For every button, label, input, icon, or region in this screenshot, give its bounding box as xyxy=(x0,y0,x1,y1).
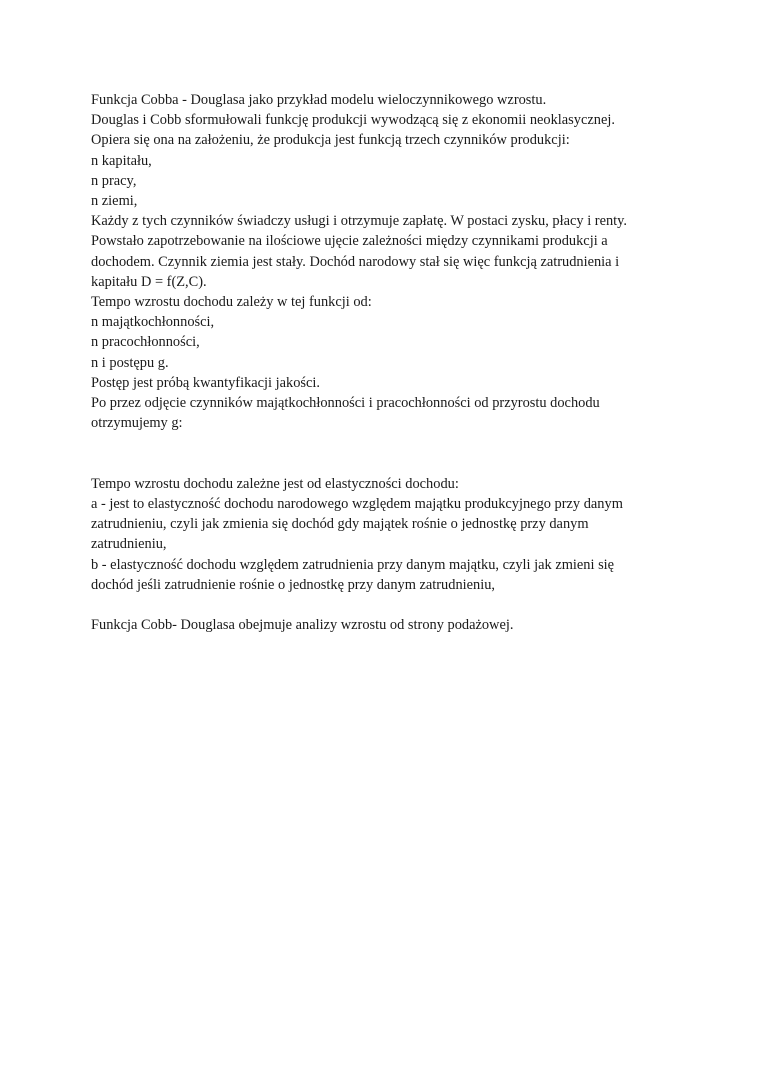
text-line: Po przez odjęcie czynników majątkochłonności i pracochłonności od przyrostu dochodu xyxy=(91,395,600,412)
text-line: dochód jeśli zatrudnienie rośnie o jednostkę przy danym zatrudnieniu, xyxy=(91,576,496,593)
intro-block xyxy=(91,90,691,433)
text-line: Tempo wzrostu dochodu zależne jest od elastyczności dochodu: xyxy=(91,475,459,492)
text-line: Każdy z tych czynników świadczy usługi i otrzymuje zapłatę. W postaci zysku, płacy i renty. xyxy=(91,213,628,230)
list-item-land: n ziemi, xyxy=(91,193,138,210)
doc-title-line: Funkcja Cobba - Douglasa jako przykład modelu wieloczynnikowego wzrostu. xyxy=(91,92,547,108)
blank-line xyxy=(91,595,691,615)
text-line: otrzymujemy g: xyxy=(91,415,183,432)
list-item-capital-intensity: n majątkochłonności, xyxy=(91,314,215,331)
list-item-labor: n pracy, xyxy=(91,172,137,189)
list-item-labor-intensity: n pracochłonności, xyxy=(91,334,200,351)
text-line: Tempo wzrostu dochodu zależy w tej funkcji od: xyxy=(91,294,372,311)
text-line: a - jest to elastyczność dochodu narodowego względem majątku produkcyjnego przy danym xyxy=(91,496,623,513)
conclusion-block xyxy=(91,615,691,635)
text-line: dochodem. Czynnik ziemia jest stały. Dochód narodowy stał się więc funkcją zatrudnienia i xyxy=(91,253,620,270)
text-line: Postęp jest próbą kwantyfikacji jakości. xyxy=(91,374,320,391)
blank-line xyxy=(91,433,691,453)
text-line: zatrudnieniu, czyli jak zmienia się dochód gdy majątek rośnie o jednostkę przy danym xyxy=(91,516,589,533)
text-line: zatrudnieniu, xyxy=(91,536,167,553)
formula-line: kapitału D = f(Z,C). xyxy=(91,273,207,290)
text-line: Opiera się ona na założeniu, że produkcja jest funkcją trzech czynników produkcji: xyxy=(91,132,570,149)
text-line: Douglas i Cobb sformułowali funkcję produkcji wywodzącą się z ekonomii neoklasycznej. xyxy=(91,112,615,129)
text-line: Powstało zapotrzebowanie na ilościowe ujęcie zależności między czynnikami produkcji a xyxy=(91,233,608,250)
text-line: Funkcja Cobb- Douglasa obejmuje analizy wzrostu od strony podażowej. xyxy=(91,617,514,634)
list-item-capital: n kapitału, xyxy=(91,152,152,169)
blank-line xyxy=(91,454,691,474)
elasticity-block xyxy=(91,474,691,595)
document-page xyxy=(91,90,691,635)
text-line: b - elastyczność dochodu względem zatrudnienia przy danym majątku, czyli jak zmieni się xyxy=(91,556,615,573)
list-item-progress: n i postępu g. xyxy=(91,354,169,371)
